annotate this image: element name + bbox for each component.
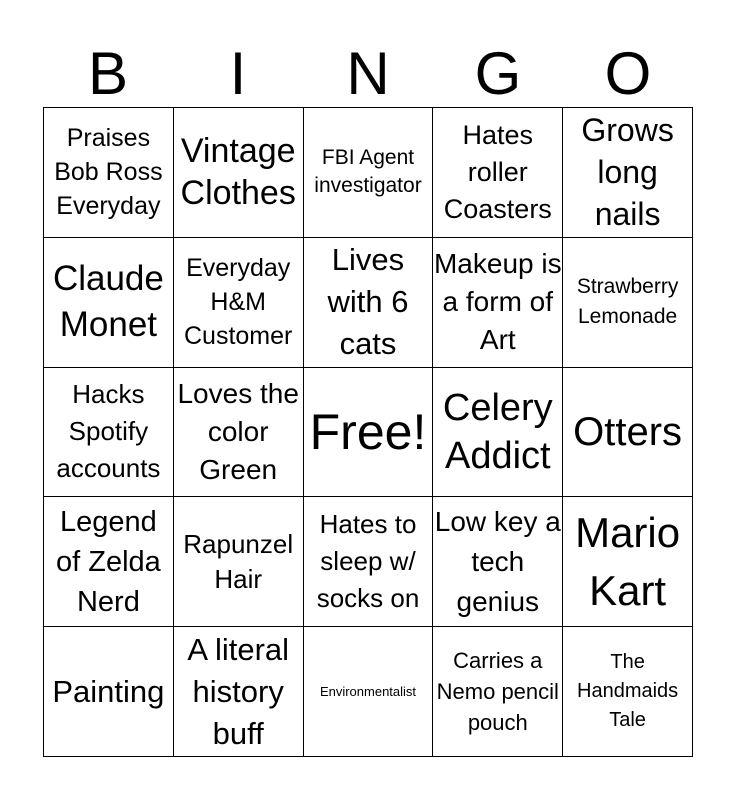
cell-text: Claude Monet — [52, 259, 164, 345]
cell-text: The Handmaids Tale — [577, 651, 679, 732]
bingo-cell — [563, 238, 693, 368]
header-letter-n: N — [346, 40, 390, 107]
cell-text: Rapunzel Hair — [183, 528, 294, 594]
cell-text: Everyday H&M Customer — [184, 254, 293, 351]
cell-text: Lives with 6 cats — [327, 242, 409, 362]
bingo-cell — [304, 108, 434, 238]
bingo-cell — [433, 497, 563, 627]
cell-text: Strawberry Lemonade — [576, 275, 679, 329]
header-letter-b: B — [87, 40, 129, 107]
bingo-cell — [563, 497, 693, 627]
cell-text: Makeup is a form of Art — [433, 248, 562, 356]
bingo-cell — [44, 627, 174, 757]
bingo-cell — [433, 627, 563, 757]
bingo-cell — [174, 497, 304, 627]
header-letter-g: G — [474, 40, 522, 107]
cell-text: Grows long nails — [581, 112, 674, 233]
bingo-cell — [433, 238, 563, 368]
bingo-header — [43, 40, 693, 108]
cell-text: Low key a tech genius — [434, 505, 561, 617]
cell-text: A literal history buff — [187, 631, 290, 751]
bingo-cell — [433, 108, 563, 238]
bingo-cell — [304, 368, 434, 498]
bingo-cell — [433, 368, 563, 498]
bingo-cell — [174, 368, 304, 498]
bingo-cell — [563, 627, 693, 757]
cell-text: Hates to sleep w/ socks on — [316, 509, 420, 614]
bingo-cell — [44, 238, 174, 368]
cell-text: Carries a Nemo pencil pouch — [436, 648, 559, 736]
bingo-grid — [43, 107, 693, 757]
cell-text: Environmentalist — [319, 683, 417, 699]
cell-text: FBI Agent investigator — [314, 146, 422, 198]
cell-text: Celery Addict — [442, 386, 553, 477]
cell-text: Painting — [52, 673, 165, 709]
bingo-cell — [44, 368, 174, 498]
bingo-cell — [44, 497, 174, 627]
cell-text: Vintage Clothes — [180, 132, 296, 213]
bingo-cell — [174, 238, 304, 368]
bingo-cell — [174, 108, 304, 238]
bingo-cell — [44, 108, 174, 238]
bingo-cell — [304, 627, 434, 757]
cell-text: Praises Bob Ross Everyday — [54, 124, 163, 221]
cell-text: Legend of Zelda Nerd — [56, 505, 161, 618]
bingo-cell — [563, 108, 693, 238]
bingo-cell — [304, 238, 434, 368]
bingo-cell — [174, 627, 304, 757]
cell-text: Loves the color Green — [177, 377, 299, 485]
cell-text: Otters — [573, 409, 683, 454]
cell-text: Hates roller Coasters — [443, 119, 552, 224]
free-space: Free! — [309, 403, 427, 460]
cell-text: Mario Kart — [575, 508, 681, 614]
header-letter-o: O — [604, 40, 652, 107]
cell-text: Hacks Spotify accounts — [56, 379, 161, 484]
header-letter-i: I — [229, 40, 247, 107]
bingo-cell — [304, 497, 434, 627]
bingo-cell — [563, 368, 693, 498]
